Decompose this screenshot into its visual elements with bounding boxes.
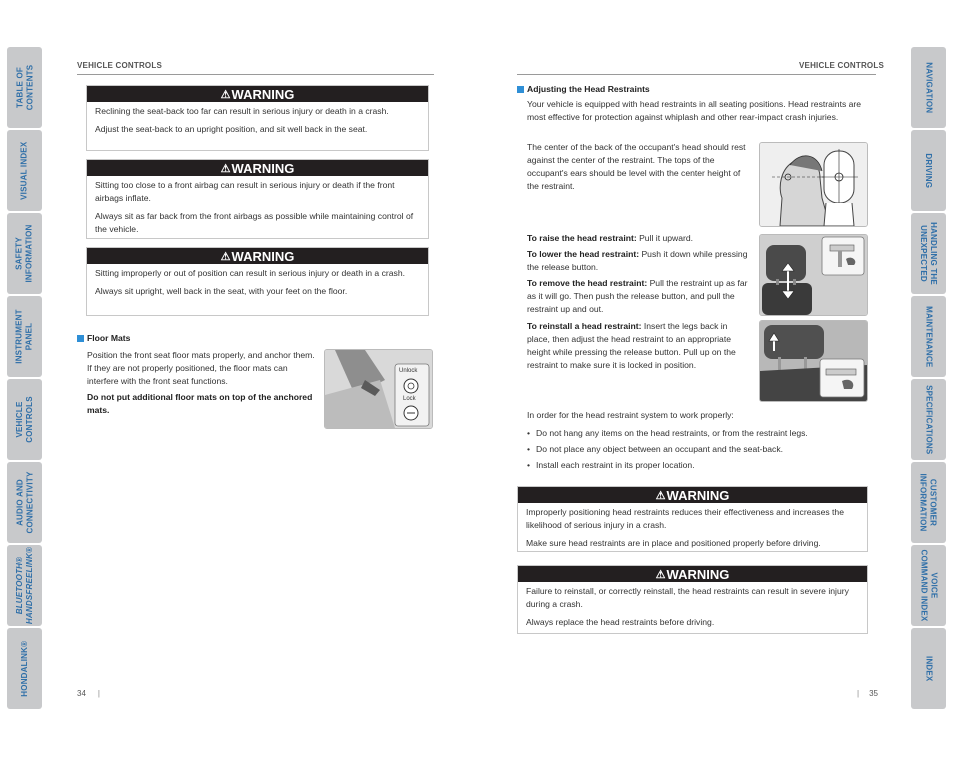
head-position-drawing	[760, 143, 867, 226]
left-header-rule	[77, 74, 434, 75]
system-intro: In order for the head restraint system to work properly:	[527, 410, 734, 420]
floor-mats-body: Position the front seat floor mats properly, and anchor them. If they are not properly positioned, the floor mats can interfere with the front seat functions.	[87, 350, 315, 386]
tab-audio-connectivity[interactable]: AUDIO AND CONNECTIVITY	[7, 462, 42, 543]
head-position-illustration	[759, 142, 868, 227]
section-marker-icon	[77, 335, 84, 342]
floor-mat-anchor-drawing	[325, 350, 432, 428]
reinstall-instruction: To reinstall a head restraint: Insert the legs back in place, then adjust the head restraint to an appropriate height while pressing the release button. Pull up on the restraint to make sure it is locked in position.	[527, 321, 736, 370]
head-restraints-title: Adjusting the Head Restraints	[517, 84, 650, 94]
tab-hondalink[interactable]: HONDALINK®	[7, 628, 42, 709]
warning-text: Always sit as far back from the front airbags as possible while maintaining control of the vehicle.	[95, 211, 414, 234]
warning-triangle-icon: ⚠	[220, 88, 231, 101]
tab-driving[interactable]: DRIVING	[911, 130, 946, 211]
right-page-header: VEHICLE CONTROLS	[799, 61, 884, 70]
requirements-list	[527, 425, 877, 473]
remove-instruction: To remove the head restraint: Pull the restraint up as far as it will go. Then push the release button, and pull the restraint up and out.	[527, 278, 748, 314]
tab-vehicle-controls[interactable]: VEHICLE CONTROLS	[7, 379, 42, 460]
floor-mats-title: Floor Mats	[77, 333, 130, 343]
warning-box-posture	[86, 247, 429, 316]
warning-triangle-icon: ⚠	[655, 568, 666, 581]
warning-text: Sitting improperly or out of position can result in serious injury or death in a crash.	[95, 268, 406, 278]
floor-mats-note: Do not put additional floor mats on top of the anchored mats.	[87, 392, 313, 415]
head-restraint-adjust-illustration	[759, 234, 868, 316]
warning-text: Reclining the seat-back too far can result in serious injury or death in a crash.	[95, 106, 389, 116]
raise-instruction: To raise the head restraint: Pull it upward.	[527, 233, 694, 243]
warning-text: Failure to reinstall, or correctly reinstall, the head restraints can result in severe injury during a crash.	[526, 586, 849, 609]
tab-index[interactable]: INDEX	[911, 628, 946, 709]
tab-navigation[interactable]: NAVIGATION	[911, 47, 946, 128]
tab-table-of-contents[interactable]: TABLE OF CONTENTS	[7, 47, 42, 128]
section-marker-icon	[517, 86, 524, 93]
right-header-rule	[517, 74, 876, 75]
tab-specifications[interactable]: SPECIFICATIONS	[911, 379, 946, 460]
warning-box-seatback	[86, 85, 429, 151]
list-item: • Do not place any object between an occupant and the seat-back.	[527, 441, 877, 457]
tab-bluetooth-handsfreelink[interactable]: BLUETOOTH® HANDSFREELINK®	[7, 545, 42, 626]
head-restraints-center: The center of the back of the occupant's head should rest against the center of the restraint. The tops of the occupant's ears should be level with the center height of the restraint.	[527, 142, 746, 191]
left-page-header: VEHICLE CONTROLS	[77, 61, 162, 70]
warning-text: Always replace the head restraints before driving.	[526, 617, 715, 627]
unlock-label: Unlock	[399, 368, 418, 374]
tab-visual-index[interactable]: VISUAL INDEX	[7, 130, 42, 211]
tab-maintenance[interactable]: MAINTENANCE	[911, 296, 946, 377]
warning-text: Always sit upright, well back in the seat, with your feet on the floor.	[95, 286, 348, 296]
list-item: • Install each restraint in its proper location.	[527, 457, 877, 473]
warning-text: Make sure head restraints are in place and positioned properly before driving.	[526, 538, 821, 548]
tab-instrument-panel[interactable]: INSTRUMENT PANEL	[7, 296, 42, 377]
floor-mat-anchor-illustration	[324, 349, 433, 429]
warning-triangle-icon: ⚠	[655, 489, 666, 502]
warning-box-airbag	[86, 159, 429, 239]
lower-instruction: To lower the head restraint: Push it down while pressing the release button.	[527, 249, 748, 272]
lock-label: Lock	[403, 396, 416, 402]
warning-text: Adjust the seat-back to an upright position, and sit well back in the seat.	[95, 124, 368, 134]
head-restraint-adjust-drawing	[760, 235, 867, 315]
tab-handling-unexpected[interactable]: HANDLING THE UNEXPECTED	[911, 213, 946, 294]
warning-text: Improperly positioning head restraints reduces their effectiveness and increases the likelihood of serious injury in a crash.	[526, 507, 844, 530]
warning-box-reinstall	[517, 565, 868, 634]
page-number-left: 34 |	[77, 689, 100, 698]
page-number-right: | 35	[857, 689, 878, 698]
warning-triangle-icon: ⚠	[220, 250, 231, 263]
head-restraints-intro: Your vehicle is equipped with head restraints in all seating positions. Head restraints are most effective for protection against whiplash and other rear-impact crash injuries.	[527, 99, 862, 122]
head-restraint-remove-drawing	[760, 321, 867, 401]
list-item: • Do not hang any items on the head restraints, or from the restraint legs.	[527, 425, 877, 441]
tab-customer-information[interactable]: CUSTOMER INFORMATION	[911, 462, 946, 543]
warning-header: ⚠ WARNING	[87, 86, 428, 102]
warning-triangle-icon: ⚠	[220, 162, 231, 175]
warning-box-positioning	[517, 486, 868, 552]
warning-header: ⚠ WARNING	[87, 248, 428, 264]
tab-safety-information[interactable]: SAFETY INFORMATION	[7, 213, 42, 294]
head-restraint-remove-illustration	[759, 320, 868, 402]
tab-voice-command-index[interactable]: VOICE COMMAND INDEX	[911, 545, 946, 626]
warning-text: Sitting too close to a front airbag can result in serious injury or death if the front airbags inflate.	[95, 180, 395, 203]
warning-header: ⚠ WARNING	[518, 487, 867, 503]
warning-header: ⚠ WARNING	[518, 566, 867, 582]
warning-header: ⚠ WARNING	[87, 160, 428, 176]
